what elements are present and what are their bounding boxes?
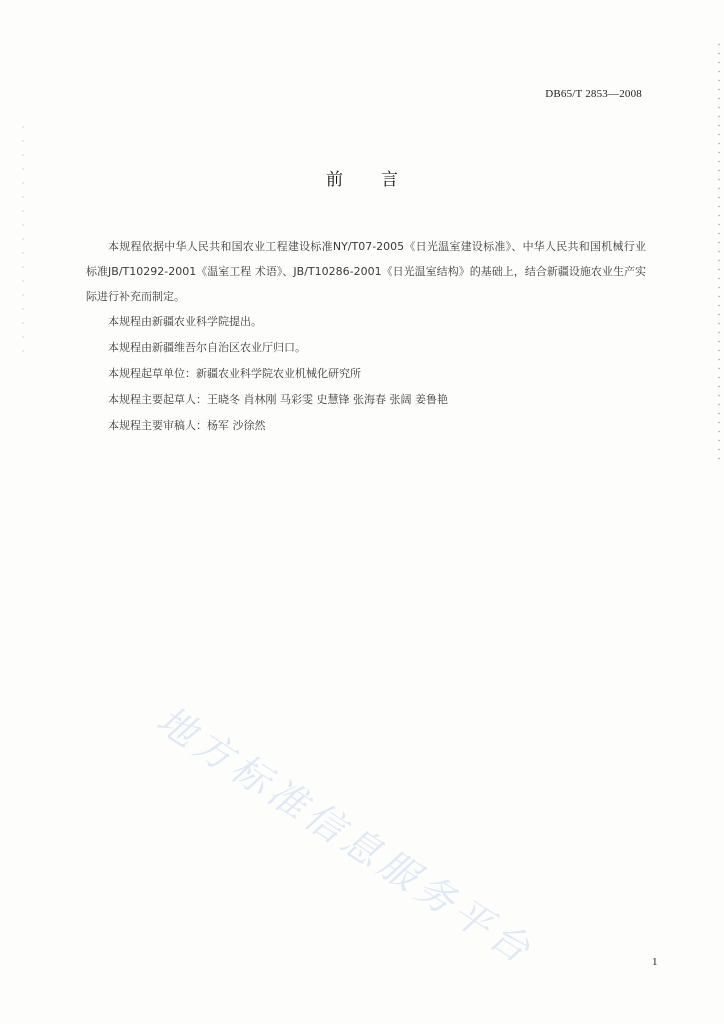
standard-code: DB65/T 2853—2008 bbox=[545, 88, 642, 100]
foreword-paragraph: 本规程依据中华人民共和国农业工程建设标准NY/T07-2005《日光温室建设标准》、中华人民共和国机械行业标准JB/T10292-2001《温室工程 术语》、JB/T10286-2001《日光温室结构》的基础上，结合新疆设施农业生产实际进行补充而制定。 bbox=[86, 240, 646, 303]
scan-left-noise bbox=[22, 120, 24, 360]
reviewers-line: 本规程主要审稿人：杨军 沙徐然 bbox=[108, 419, 266, 432]
proposer-line: 本规程由新疆农业科学院提出。 bbox=[108, 315, 262, 328]
title-char-1: 前 bbox=[326, 170, 343, 190]
foreword-body bbox=[86, 234, 646, 439]
title-char-2: 言 bbox=[381, 170, 398, 190]
page-number: 1 bbox=[652, 956, 658, 968]
drafters-line: 本规程主要起草人：王晓冬 肖林刚 马彩雯 史慧锋 张海春 张阔 姜鲁艳 bbox=[108, 393, 448, 406]
scan-margin-noise bbox=[716, 40, 722, 460]
drafting-unit-line: 本规程起草单位：新疆农业科学院农业机械化研究所 bbox=[108, 367, 361, 380]
page-title bbox=[0, 165, 724, 190]
watermark-text: 地方标准信息服务平台 bbox=[149, 697, 543, 975]
administrator-line: 本规程由新疆维吾尔自治区农业厅归口。 bbox=[108, 341, 306, 354]
